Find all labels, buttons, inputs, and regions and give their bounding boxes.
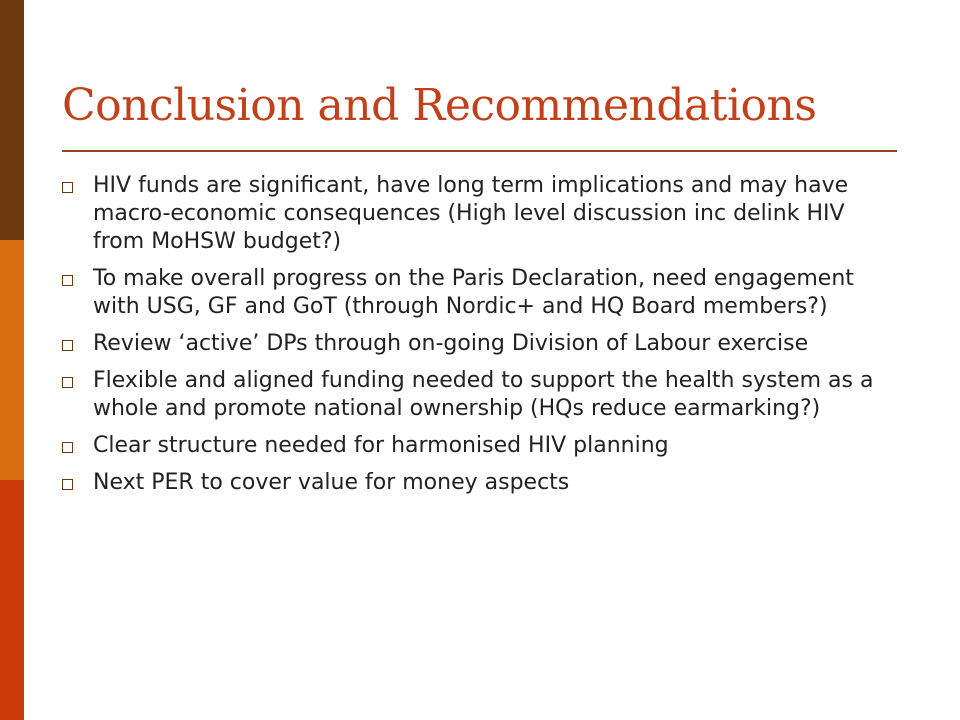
bullet-item [62,367,902,423]
bullet-list [62,172,902,506]
slide-title: Conclusion and Recommendations [62,80,817,131]
bullet-text: HIV funds are significant, have long term implications and may have macro-economic consequences (High level discussion inc delink HIV from MoHSW budget?) [93,173,849,254]
square-bullet-icon [62,479,73,490]
bullet-text: Clear structure needed for harmonised HIV planning [93,433,669,458]
accent-bar-top [0,0,24,240]
bullet-text: Flexible and aligned funding needed to support the health system as a whole and promote national ownership (HQs reduce earmarking?) [93,368,874,421]
square-bullet-icon [62,182,73,193]
left-accent-bar [0,0,24,720]
bullet-item [62,432,902,460]
bullet-text: Review ‘active’ DPs through on-going Division of Labour exercise [93,331,809,356]
accent-bar-middle [0,240,24,480]
title-divider [62,150,897,152]
bullet-text: To make overall progress on the Paris Declaration, need engagement with USG, GF and GoT (through Nordic+ and HQ Board members?) [93,266,854,319]
accent-bar-bottom [0,480,24,720]
square-bullet-icon [62,275,73,286]
bullet-item [62,330,902,358]
bullet-item [62,469,902,497]
bullet-text: Next PER to cover value for money aspects [93,470,570,495]
square-bullet-icon [62,377,73,388]
square-bullet-icon [62,340,73,351]
square-bullet-icon [62,442,73,453]
bullet-item [62,172,902,256]
bullet-item [62,265,902,321]
